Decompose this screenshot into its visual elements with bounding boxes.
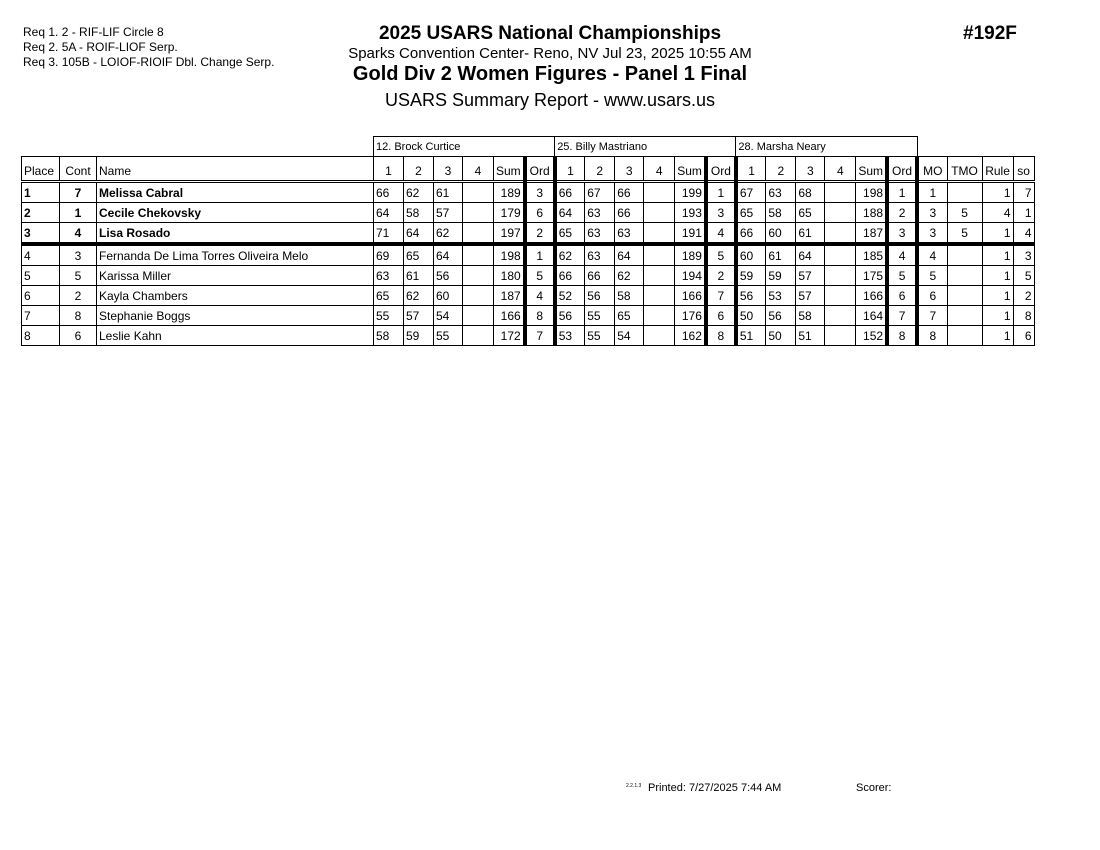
col-judge-2-ord: Ord <box>706 157 736 182</box>
judge-3-4-cell <box>825 223 856 245</box>
judge-1-4-cell <box>463 266 494 286</box>
judge-3-sum-cell: 166 <box>856 286 887 306</box>
judge-1-2-cell: 59 <box>404 326 434 346</box>
judge-3-2-cell: 60 <box>766 223 796 245</box>
judge-3-ord-cell: 6 <box>887 286 917 306</box>
place-cell: 8 <box>22 326 60 346</box>
judge-3-4-cell <box>825 286 856 306</box>
judge-1-name: 12. Brock Curtice <box>374 137 555 157</box>
mo-cell: 5 <box>917 266 947 286</box>
judge-2-sum-cell: 194 <box>675 266 706 286</box>
judge-1-4-cell <box>463 306 494 326</box>
table-row <box>22 244 1035 266</box>
so-cell: 8 <box>1013 306 1034 326</box>
judge-1-3-cell: 62 <box>434 223 463 245</box>
venue-datetime: Sparks Convention Center- Reno, NV Jul 23, 2025 10:55 AM <box>348 45 752 62</box>
judge-1-sum-cell: 189 <box>494 182 525 203</box>
table-row <box>22 306 1035 326</box>
judge-3-ord-cell: 1 <box>887 182 917 203</box>
judge-2-ord-cell: 6 <box>706 306 736 326</box>
rule-cell: 1 <box>982 266 1013 286</box>
judge-1-2-cell: 61 <box>404 266 434 286</box>
judge-2-3-cell: 58 <box>615 286 644 306</box>
rule-cell: 1 <box>982 286 1013 306</box>
col-judge-3-sum: Sum <box>856 157 887 182</box>
judge-3-2-cell: 61 <box>766 244 796 266</box>
place-cell: 2 <box>22 203 60 223</box>
judge-2-ord-cell: 4 <box>706 223 736 245</box>
judge-3-ord-cell: 4 <box>887 244 917 266</box>
judge-2-2-cell: 63 <box>585 223 615 245</box>
judge-2-2-cell: 55 <box>585 326 615 346</box>
judge-2-1-cell: 66 <box>555 266 585 286</box>
judge-1-sum-cell: 180 <box>494 266 525 286</box>
judge-3-2-cell: 53 <box>766 286 796 306</box>
judge-1-3-cell: 55 <box>434 326 463 346</box>
judge-3-4-cell <box>825 326 856 346</box>
cont-cell: 4 <box>60 223 97 245</box>
tmo-cell: 5 <box>947 223 982 245</box>
judge-1-ord-cell: 5 <box>525 266 555 286</box>
judge-1-1-cell: 63 <box>374 266 404 286</box>
judge-3-3-cell: 68 <box>796 182 825 203</box>
rule-cell: 1 <box>982 326 1013 346</box>
judge-2-4-cell <box>644 266 675 286</box>
judge-3-1-cell: 60 <box>736 244 766 266</box>
col-mo: MO <box>917 157 947 182</box>
judge-1-1-cell: 55 <box>374 306 404 326</box>
judge-2-1-cell: 62 <box>555 244 585 266</box>
place-cell: 5 <box>22 266 60 286</box>
judge-1-sum-cell: 198 <box>494 244 525 266</box>
judge-1-2-cell: 65 <box>404 244 434 266</box>
judge-3-4-cell <box>825 182 856 203</box>
judge-3-name: 28. Marsha Neary <box>736 137 917 157</box>
event-number: #192F <box>963 23 1017 44</box>
mo-cell: 3 <box>917 203 947 223</box>
printed-timestamp: Printed: 7/27/2025 7:44 AM <box>648 782 782 794</box>
judge-2-sum-cell: 176 <box>675 306 706 326</box>
judge-2-4-cell <box>644 203 675 223</box>
judge-3-1-cell: 67 <box>736 182 766 203</box>
rule-cell: 1 <box>982 244 1013 266</box>
mo-cell: 7 <box>917 306 947 326</box>
rule-cell: 1 <box>982 306 1013 326</box>
col-judge-2-3: 3 <box>615 157 644 182</box>
judge-3-1-cell: 51 <box>736 326 766 346</box>
mo-cell: 8 <box>917 326 947 346</box>
judge-3-1-cell: 66 <box>736 223 766 245</box>
judge-3-2-cell: 59 <box>766 266 796 286</box>
col-judge-3-3: 3 <box>796 157 825 182</box>
judge-3-sum-cell: 152 <box>856 326 887 346</box>
judge-2-sum-cell: 162 <box>675 326 706 346</box>
mo-cell: 3 <box>917 223 947 245</box>
judge-1-sum-cell: 187 <box>494 286 525 306</box>
judge-3-2-cell: 58 <box>766 203 796 223</box>
cont-cell: 3 <box>60 244 97 266</box>
name-cell: Kayla Chambers <box>97 286 374 306</box>
judge-3-1-cell: 50 <box>736 306 766 326</box>
judge-1-3-cell: 61 <box>434 182 463 203</box>
judge-3-3-cell: 51 <box>796 326 825 346</box>
judge-2-4-cell <box>644 244 675 266</box>
name-cell: Lisa Rosado <box>97 223 374 245</box>
judge-1-1-cell: 66 <box>374 182 404 203</box>
so-cell: 4 <box>1013 223 1034 245</box>
judge-2-ord-cell: 7 <box>706 286 736 306</box>
judge-1-1-cell: 64 <box>374 203 404 223</box>
name-cell: Stephanie Boggs <box>97 306 374 326</box>
judge-2-3-cell: 64 <box>615 244 644 266</box>
place-cell: 6 <box>22 286 60 306</box>
judge-header-row <box>22 137 1035 157</box>
tmo-cell <box>947 306 982 326</box>
report-title: USARS Summary Report - www.usars.us <box>384 90 716 110</box>
judge-2-2-cell: 66 <box>585 266 615 286</box>
name-cell: Karissa Miller <box>97 266 374 286</box>
judge-1-3-cell: 54 <box>434 306 463 326</box>
judge-2-2-cell: 67 <box>585 182 615 203</box>
tmo-cell <box>947 266 982 286</box>
judge-3-1-cell: 59 <box>736 266 766 286</box>
col-judge-1-sum: Sum <box>494 157 525 182</box>
cont-cell: 8 <box>60 306 97 326</box>
judge-2-2-cell: 56 <box>585 286 615 306</box>
judge-3-3-cell: 57 <box>796 266 825 286</box>
judge-3-1-cell: 56 <box>736 286 766 306</box>
col-judge-3-2: 2 <box>766 157 796 182</box>
judge-2-ord-cell: 8 <box>706 326 736 346</box>
judge-2-2-cell: 63 <box>585 244 615 266</box>
so-cell: 3 <box>1013 244 1034 266</box>
name-cell: Cecile Chekovsky <box>97 203 374 223</box>
table-row <box>22 223 1035 245</box>
name-cell: Melissa Cabral <box>97 182 374 203</box>
column-header-row <box>22 157 1035 182</box>
mo-cell: 1 <box>917 182 947 203</box>
judge-1-ord-cell: 7 <box>525 326 555 346</box>
judge-2-name: 25. Billy Mastriano <box>555 137 736 157</box>
judge-2-3-cell: 66 <box>615 182 644 203</box>
judge-2-sum-cell: 199 <box>675 182 706 203</box>
table-row <box>22 266 1035 286</box>
so-cell: 5 <box>1013 266 1034 286</box>
rule-cell: 1 <box>982 223 1013 245</box>
cont-cell: 5 <box>60 266 97 286</box>
col-judge-2-4: 4 <box>644 157 675 182</box>
judge-2-1-cell: 56 <box>555 306 585 326</box>
scorer-label: Scorer: <box>856 782 892 794</box>
judge-3-3-cell: 61 <box>796 223 825 245</box>
judge-3-sum-cell: 175 <box>856 266 887 286</box>
judge-2-ord-cell: 5 <box>706 244 736 266</box>
cont-cell: 2 <box>60 286 97 306</box>
judge-1-sum-cell: 166 <box>494 306 525 326</box>
judge-2-3-cell: 65 <box>615 306 644 326</box>
col-judge-3-4: 4 <box>825 157 856 182</box>
table-row <box>22 182 1035 203</box>
so-cell: 2 <box>1013 286 1034 306</box>
judge-1-1-cell: 58 <box>374 326 404 346</box>
place-cell: 3 <box>22 223 60 245</box>
judge-1-3-cell: 60 <box>434 286 463 306</box>
tmo-cell <box>947 244 982 266</box>
col-tmo: TMO <box>947 157 982 182</box>
judge-1-sum-cell: 172 <box>494 326 525 346</box>
judge-2-4-cell <box>644 223 675 245</box>
judge-2-ord-cell: 2 <box>706 266 736 286</box>
col-so: so <box>1013 157 1034 182</box>
tmo-cell <box>947 326 982 346</box>
mo-cell: 6 <box>917 286 947 306</box>
col-name: Name <box>97 157 374 182</box>
judge-2-sum-cell: 193 <box>675 203 706 223</box>
requirement-1: Req 1. 2 - RIF-LIF Circle 8 <box>23 25 164 39</box>
judge-2-1-cell: 52 <box>555 286 585 306</box>
results-table <box>21 136 1035 346</box>
judge-1-1-cell: 71 <box>374 223 404 245</box>
judge-1-4-cell <box>463 182 494 203</box>
name-cell: Fernanda De Lima Torres Oliveira Melo <box>97 244 374 266</box>
col-judge-3-ord: Ord <box>887 157 917 182</box>
judge-1-sum-cell: 179 <box>494 203 525 223</box>
judge-1-2-cell: 62 <box>404 286 434 306</box>
name-cell: Leslie Kahn <box>97 326 374 346</box>
judge-1-ord-cell: 3 <box>525 182 555 203</box>
tmo-cell: 5 <box>947 203 982 223</box>
judge-1-4-cell <box>463 223 494 245</box>
so-cell: 7 <box>1013 182 1034 203</box>
judge-2-ord-cell: 3 <box>706 203 736 223</box>
col-cont: Cont <box>60 157 97 182</box>
judge-1-2-cell: 62 <box>404 182 434 203</box>
judge-3-3-cell: 58 <box>796 306 825 326</box>
judge-3-4-cell <box>825 266 856 286</box>
judge-3-2-cell: 63 <box>766 182 796 203</box>
col-judge-2-2: 2 <box>585 157 615 182</box>
judge-3-3-cell: 64 <box>796 244 825 266</box>
rule-cell: 4 <box>982 203 1013 223</box>
judge-2-1-cell: 65 <box>555 223 585 245</box>
place-cell: 1 <box>22 182 60 203</box>
judge-3-1-cell: 65 <box>736 203 766 223</box>
judge-3-ord-cell: 7 <box>887 306 917 326</box>
judge-2-3-cell: 66 <box>615 203 644 223</box>
judge-2-4-cell <box>644 326 675 346</box>
col-judge-2-sum: Sum <box>675 157 706 182</box>
judge-1-3-cell: 56 <box>434 266 463 286</box>
judge-3-sum-cell: 187 <box>856 223 887 245</box>
rule-cell: 1 <box>982 182 1013 203</box>
judge-3-4-cell <box>825 244 856 266</box>
place-cell: 7 <box>22 306 60 326</box>
event-title: Gold Div 2 Women Figures - Panel 1 Final <box>352 63 748 85</box>
requirement-2: Req 2. 5A - ROIF-LIOF Serp. <box>23 40 178 54</box>
col-place: Place <box>22 157 60 182</box>
cont-cell: 7 <box>60 182 97 203</box>
col-rule: Rule <box>982 157 1013 182</box>
judge-3-sum-cell: 164 <box>856 306 887 326</box>
competition-title: 2025 USARS National Championships <box>378 23 722 44</box>
judge-1-4-cell <box>463 286 494 306</box>
table-row <box>22 326 1035 346</box>
judge-2-4-cell <box>644 306 675 326</box>
judge-3-3-cell: 65 <box>796 203 825 223</box>
judge-3-ord-cell: 2 <box>887 203 917 223</box>
table-row <box>22 286 1035 306</box>
judge-1-ord-cell: 8 <box>525 306 555 326</box>
col-judge-1-4: 4 <box>463 157 494 182</box>
mo-cell: 4 <box>917 244 947 266</box>
cont-cell: 6 <box>60 326 97 346</box>
judge-3-4-cell <box>825 203 856 223</box>
tmo-cell <box>947 182 982 203</box>
judge-1-1-cell: 69 <box>374 244 404 266</box>
judge-2-sum-cell: 191 <box>675 223 706 245</box>
table-row <box>22 203 1035 223</box>
judge-2-2-cell: 63 <box>585 203 615 223</box>
judge-3-4-cell <box>825 306 856 326</box>
judge-2-sum-cell: 166 <box>675 286 706 306</box>
judge-1-4-cell <box>463 326 494 346</box>
judge-1-2-cell: 57 <box>404 306 434 326</box>
judge-1-ord-cell: 2 <box>525 223 555 245</box>
judge-2-1-cell: 53 <box>555 326 585 346</box>
judge-3-3-cell: 57 <box>796 286 825 306</box>
judge-1-2-cell: 64 <box>404 223 434 245</box>
judge-3-2-cell: 50 <box>766 326 796 346</box>
judge-1-4-cell <box>463 203 494 223</box>
judge-2-4-cell <box>644 286 675 306</box>
judge-2-3-cell: 62 <box>615 266 644 286</box>
judge-2-1-cell: 66 <box>555 182 585 203</box>
judge-2-ord-cell: 1 <box>706 182 736 203</box>
requirement-3: Req 3. 105B - LOIOF-RIOIF Dbl. Change Serp. <box>23 55 275 69</box>
judge-1-ord-cell: 4 <box>525 286 555 306</box>
col-judge-1-2: 2 <box>404 157 434 182</box>
col-judge-1-1: 1 <box>374 157 404 182</box>
judge-3-2-cell: 56 <box>766 306 796 326</box>
judge-1-4-cell <box>463 244 494 266</box>
col-judge-2-1: 1 <box>555 157 585 182</box>
judge-3-sum-cell: 198 <box>856 182 887 203</box>
judge-1-3-cell: 57 <box>434 203 463 223</box>
so-cell: 6 <box>1013 326 1034 346</box>
requirements-list <box>23 25 274 70</box>
so-cell: 1 <box>1013 203 1034 223</box>
judge-1-ord-cell: 1 <box>525 244 555 266</box>
judge-3-ord-cell: 5 <box>887 266 917 286</box>
judge-2-sum-cell: 189 <box>675 244 706 266</box>
judge-2-3-cell: 63 <box>615 223 644 245</box>
software-version: 2.2.1.3 <box>626 783 642 789</box>
judge-1-2-cell: 58 <box>404 203 434 223</box>
judge-3-ord-cell: 3 <box>887 223 917 245</box>
judge-3-sum-cell: 185 <box>856 244 887 266</box>
judge-1-1-cell: 65 <box>374 286 404 306</box>
col-judge-1-3: 3 <box>434 157 463 182</box>
col-judge-3-1: 1 <box>736 157 766 182</box>
judge-2-3-cell: 54 <box>615 326 644 346</box>
judge-1-ord-cell: 6 <box>525 203 555 223</box>
judge-2-4-cell <box>644 182 675 203</box>
judge-2-2-cell: 55 <box>585 306 615 326</box>
place-cell: 4 <box>22 244 60 266</box>
cont-cell: 1 <box>60 203 97 223</box>
judge-3-sum-cell: 188 <box>856 203 887 223</box>
judge-1-sum-cell: 197 <box>494 223 525 245</box>
judge-1-3-cell: 64 <box>434 244 463 266</box>
tmo-cell <box>947 286 982 306</box>
judge-3-ord-cell: 8 <box>887 326 917 346</box>
judge-2-1-cell: 64 <box>555 203 585 223</box>
col-judge-1-ord: Ord <box>525 157 555 182</box>
